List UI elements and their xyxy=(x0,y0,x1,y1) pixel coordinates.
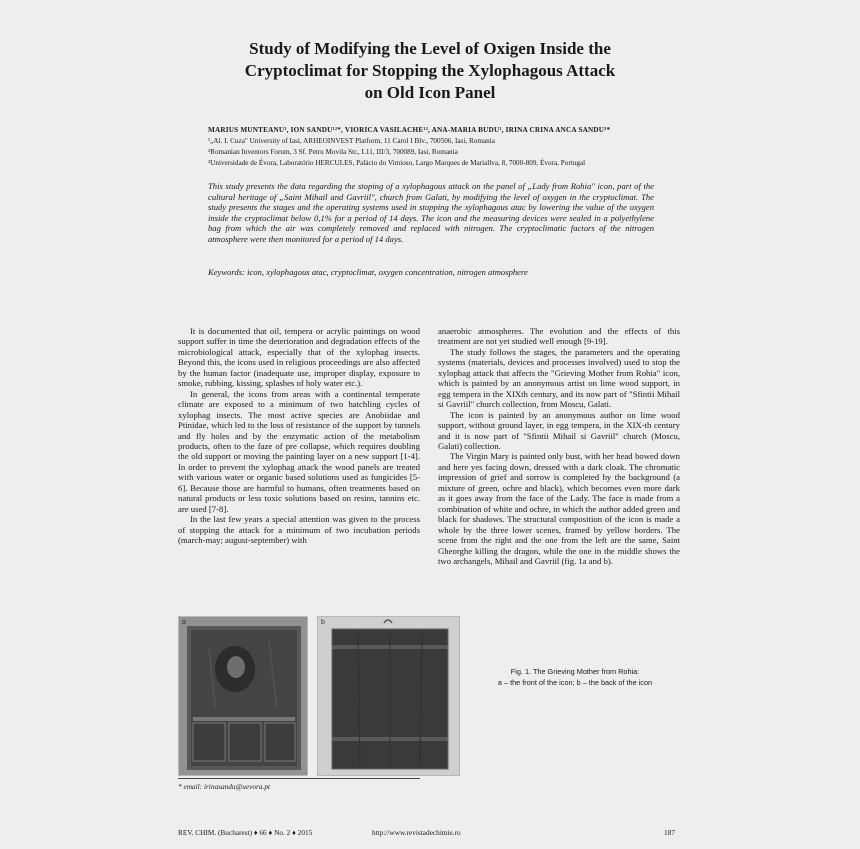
title-line-3: on Old Icon Panel xyxy=(364,83,496,102)
paragraph: anaerobic atmospheres. The evolution and the effects of this treatment are not yet studied well enough [9-19]. xyxy=(438,326,680,347)
paragraph: It is documented that oil, tempera or acrylic paintings on wood support suffer in time the deterioration and degradation effects of the microbiological attack, especially that of the xylophag insects. Beyond this, the icons used in religious proceedings are also affected by the human factor (inadequate use, improper display, exposure to smoke, rubbing, kissing, splashes of holy water etc.). xyxy=(178,326,420,389)
figure-icon-back xyxy=(317,616,460,776)
paragraph: In general, the icons from areas with a continental temperate climate are exposed to a minimum of two hatchling cycles of xylophag insects. The most active species are Anobiidae and Ptinidae, which led to the loss of resistance of the support by tunnels and fly holes and by the enzymatic action of the metabolism products, often to the faze of pre collapse, which requires doubling the old support or moving the painting layer on a new support [1-4]. In order to prevent the xylophag attack the wood panels are treated with various water or organic based solutions used as fungicides [5-6]. Because those are harmful to humans, often treatments based on natural products or less toxic solutions based on resins, tannins etc. are used [7-8]. xyxy=(178,388,420,514)
footer-journal: REV. CHIM. (Bucharest) ♦ 66 ♦ No. 2 ♦ 2015 xyxy=(178,828,313,837)
affiliation-3: ³Universidade de Évora, Laboratório HERCULES, Palácio do Vimioso, Largo Marques de Mariallva, 8, 7000-809, Évora, Portugal xyxy=(208,159,586,167)
paragraph: In the last few years a special attention was given to the process of stopping the attack for a minimum of two incubation periods (march-may; august-september) with xyxy=(178,514,420,546)
paragraph: The study follows the stages, the parameters and the operating systems (materials, devices and processes involved) used to stop the xylophag attack that affects the "Grieving Mother from Rohia" icon, which is painted by an anonymous artist on lime wood support, in egg tempera in the XIXth century, and its now part of "Sfintii Mihail si Gavriil" church collection, from Moscu, Galati. xyxy=(438,346,680,410)
affiliation-2: ²Romanian Inventors Forum, 3 Sf. Petru Movila Str., L11, III/3, 700089, Iasi, Romania xyxy=(208,148,458,156)
footer-url[interactable]: http://www.revistadechimie.ro xyxy=(372,828,461,837)
paper-title xyxy=(140,38,720,104)
footnote-email: * email: irinasandu@uevora.pt xyxy=(178,782,271,791)
paragraph: The icon is painted by an anonymous author on lime wood support, without ground layer, in egg tempera, in the XIX-th century and it is now part of "Sfintii Mihail si Gavriil" church (Moscu, Galati) collection. xyxy=(438,409,680,451)
title-line-1: Study of Modifying the Level of Oxigen Inside the xyxy=(249,39,611,58)
page-number: 187 xyxy=(664,828,675,837)
figure-caption xyxy=(470,666,680,688)
title-line-2: Cryptoclimat for Stopping the Xylophagous Attack xyxy=(244,61,616,80)
affiliation-1: ¹„Al. I. Cuza" University of Iasi, ARHEOINVEST Platform, 11 Carol I Blv., 700506, Iasi, Romania xyxy=(208,137,495,145)
body-column-left xyxy=(178,326,420,546)
author-list: MARIUS MUNTEANU¹, ION SANDU¹²*, VIORICA VASILACHE¹², ANA-MARIA BUDU¹, IRINA CRINA ANCA SANDU³* xyxy=(208,126,611,134)
figure-label-b: b xyxy=(321,619,325,626)
body-column-right xyxy=(438,326,680,566)
figure-label-a: a xyxy=(182,619,186,626)
keywords: Keywords: icon, xylophagous atac, cryptoclimat, oxygen concentration, nitrogen atmosphere xyxy=(208,267,528,277)
abstract: This study presents the data regarding the stoping of a xylophagous attack on the panel of „Lady from Rohia" icon, part of the cultural heritage of „Saint Mihail and Gavriil", church from Galati, by modifying the level of oxygen in the cryptoclimat. The study presents the stages and the operating systems used in stopping the xylophagous atac by lowering the value of the oxygen inside the cryptoclimat below 0,1% for a period of 14 days. The icon and the measuring devices were sealed in a polyethylene bag from which the air was completely removed and replaced with nitrogen. The cryptoclimatic factors of the nitrogen atmosphere were then monitored for a period of 14 days. xyxy=(208,181,654,244)
footnote-rule xyxy=(178,778,420,779)
icon-front-photo xyxy=(179,617,307,775)
icon-back-photo xyxy=(318,617,459,775)
caption-line-1: Fig. 1. The Grieving Mother from Rohia: xyxy=(510,667,640,676)
paragraph: The Virgin Mary is painted only bust, with her head bowed down and here yes facing down, dressed with a dark cloak. The chromatic impression of grief and sorrow is completed by the background (a mixture of green, ochre and black), which becomes even more dark as it goes away from the face of the Lady. The face is made from a combination of white and ochre, in which the author added green and black for shadows. The structural composition of the icon is made a whole by the three lower scenes, framed by yellow borders. The scene from the right and the one from the left are the same, Saint Gheorghe killing the dragon, while the one in the middle shows the two archangels, Mihail and Gavriil (fig. 1a and b). xyxy=(438,451,680,566)
figure-icon-front xyxy=(178,616,308,776)
caption-line-2: a – the front of the icon; b – the back of the icon xyxy=(497,678,653,687)
